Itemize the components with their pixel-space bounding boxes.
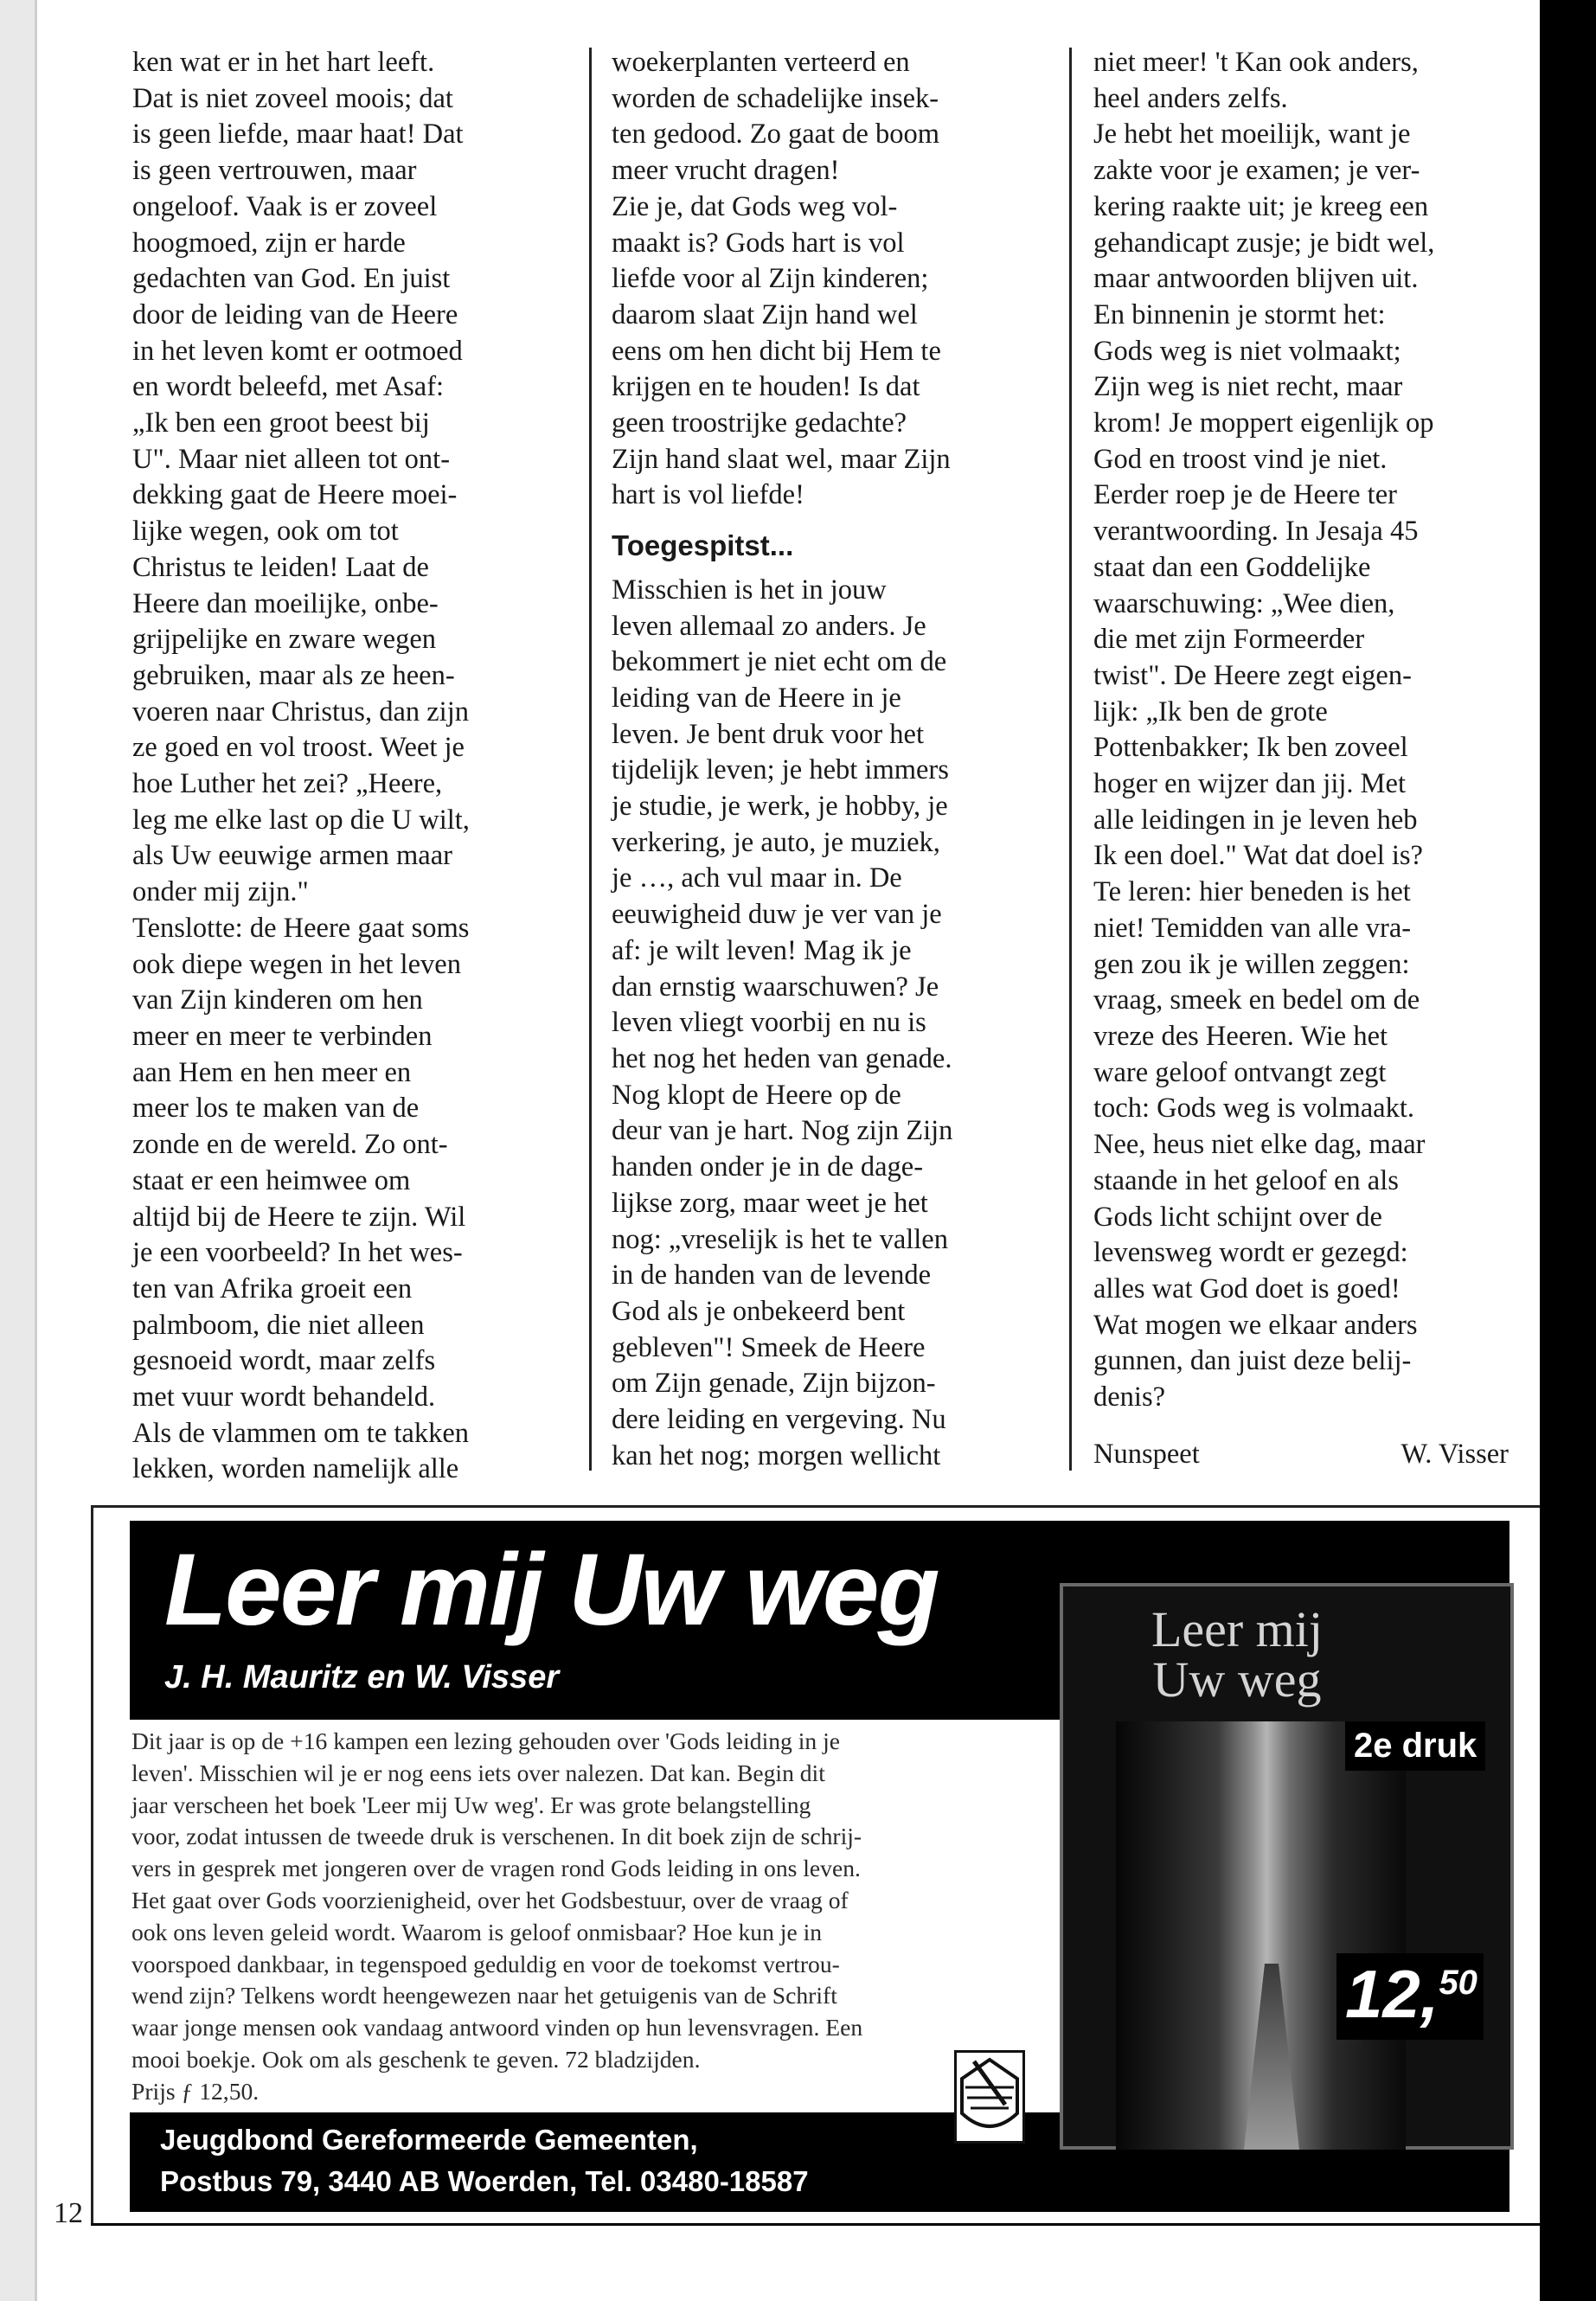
text-line: Heere dan moeilijke, onbe- <box>132 587 439 619</box>
text-line: het nog het heden van genade. <box>612 1042 952 1074</box>
text-line: handen onder je in de dage- <box>612 1151 924 1183</box>
text-line: die met zijn Formeerder <box>1093 624 1365 656</box>
text-line: en wordt beleefd, met Asaf: <box>132 371 445 403</box>
column-divider-1 <box>589 48 592 1471</box>
text-line: leven vliegt voorbij en nu is <box>612 1007 926 1039</box>
text-line: kan het nog; morgen wellicht <box>612 1439 941 1471</box>
ad-body-line: wend zijn? Telkens wordt heengewezen naar het getuigenis van de Schrift <box>131 1982 837 2009</box>
text-line: Pottenbakker; Ik ben zoveel <box>1093 732 1408 764</box>
text-line: leg me elke last op die U wilt, <box>132 804 470 836</box>
text-line: gesnoeid wordt, maar zelfs <box>132 1345 436 1377</box>
text-line: gen zou ik je willen zeggen: <box>1093 948 1410 980</box>
scan-edge-line <box>35 0 37 2301</box>
text-line: af: je wilt leven! Mag ik je <box>612 934 912 966</box>
text-line: Gods weg is niet volmaakt; <box>1093 335 1401 367</box>
text-line: Nog klopt de Heere op de <box>612 1079 901 1111</box>
text-line: waarschuwing: „Wee dien, <box>1093 587 1395 619</box>
text-line: dekking gaat de Heere moei- <box>132 479 458 511</box>
text-line: in het leven komt er ootmoed <box>132 335 463 367</box>
text-line: Ik een doel." Wat dat doel is? <box>1093 840 1423 872</box>
text-line: Nee, heus niet elke dag, maar <box>1093 1129 1426 1161</box>
text-line: kering raakte uit; je kreeg een <box>1093 190 1429 222</box>
text-line: ongeloof. Vaak is er zoveel <box>132 190 438 222</box>
ad-body-line: Het gaat over Gods voorzienigheid, over het Godsbestuur, over de vraag of <box>131 1886 849 1913</box>
ad-body-line: voor, zodat intussen de tweede druk is verschenen. In dit boek zijn de schrij- <box>131 1823 862 1850</box>
text-line: je …, ach vul maar in. De <box>612 862 902 894</box>
text-line: Je hebt het moeilijk, want je <box>1093 119 1411 151</box>
text-line: als Uw eeuwige armen maar <box>132 840 452 872</box>
price-cents: 50 <box>1439 1964 1477 2002</box>
book-cover-title <box>1073 1601 1401 1708</box>
text-line: hoe Luther het zei? „Heere, <box>132 768 443 800</box>
text-line: om Zijn genade, Zijn bijzon- <box>612 1368 936 1400</box>
text-line: ken wat er in het hart leeft. <box>132 47 435 78</box>
text-line: levensweg wordt er gezegd: <box>1093 1237 1408 1269</box>
article-column-1 <box>132 45 556 1488</box>
text-line: van Zijn kinderen om hen <box>132 984 423 1016</box>
ad-body-line: Prijs ƒ 12,50. <box>131 2077 260 2105</box>
text-line: leiding van de Heere in je <box>612 682 901 714</box>
text-line: zonde en de wereld. Zo ont- <box>132 1129 448 1161</box>
contact-line-1: Jeugdbond Gereformeerde Gemeenten, <box>160 2124 698 2156</box>
text-line: worden de schadelijke insek- <box>612 82 939 114</box>
text-line: verantwoording. In Jesaja 45 <box>1093 516 1419 548</box>
text-line: denis? <box>1093 1381 1166 1413</box>
ad-body-line: ook ons leven geleid wordt. Waarom is geloof onmisbaar? Hoe kun je in <box>131 1918 823 1945</box>
text-line: hart is vol liefde! <box>612 479 804 511</box>
signature-author: W. Visser <box>1401 1438 1509 1470</box>
text-line: Gods licht schijnt over de <box>1093 1201 1382 1233</box>
text-line: hoogmoed, zijn er harde <box>132 227 406 259</box>
ad-body-line: waar jonge mensen ook vandaag antwoord vinden op hun levensvragen. Een <box>131 2014 863 2041</box>
text-line: Zijn weg is niet recht, maar <box>1093 371 1403 403</box>
page-number: 12 <box>54 2197 83 2229</box>
text-line: leven allemaal zo anders. Je <box>612 610 926 642</box>
scan-edge-right <box>1540 0 1596 2301</box>
text-line: woekerplanten verteerd en <box>612 47 910 78</box>
text-line: vreze des Heeren. Wie het <box>1093 1020 1388 1052</box>
text-line: lijkse zorg, maar weet je het <box>612 1187 928 1219</box>
text-line: is geen vertrouwen, maar <box>132 155 417 187</box>
text-line: krijgen en te houden! Is dat <box>612 371 920 403</box>
text-line: Te leren: hier beneden is het <box>1093 876 1411 908</box>
article-column-3 <box>1093 45 1526 1472</box>
text-line: God en troost vind je niet. <box>1093 443 1388 475</box>
ad-body-line: vers in gesprek met jongeren over de vragen rond Gods leiding in ons leven. <box>131 1855 861 1882</box>
text-line: dan ernstig waarschuwen? Je <box>612 971 939 1003</box>
text-line: Zie je, dat Gods weg vol- <box>612 190 898 222</box>
ad-body-line: mooi boekje. Ook om als geschenk te geven. 72 bladzijden. <box>131 2045 701 2073</box>
text-line: meer vrucht dragen! <box>612 155 840 187</box>
text-line: geen troostrijke gedachte? <box>612 407 907 439</box>
text-line: ware geloof ontvangt zegt <box>1093 1056 1387 1088</box>
text-line: ten gedood. Zo gaat de boom <box>612 119 940 151</box>
text-line: gebleven"! Smeek de Heere <box>612 1331 926 1363</box>
text-line: vraag, smeek en bedel om de <box>1093 984 1420 1016</box>
text-line: bekommert je niet echt om de <box>612 646 947 678</box>
text-line: Als de vlammen om te takken <box>132 1417 470 1449</box>
text-line: zakte voor je examen; je ver- <box>1093 155 1420 187</box>
text-line: ze goed en vol troost. Weet je <box>132 732 465 764</box>
text-line: liefde voor al Zijn kinderen; <box>612 263 929 295</box>
text-line: je studie, je werk, je hobby, je <box>612 791 948 823</box>
text-line: tijdelijk leven; je hebt immers <box>612 754 949 786</box>
text-line: lekken, worden namelijk alle <box>132 1453 459 1485</box>
text-line: leven. Je bent druk voor het <box>612 718 925 750</box>
text-line: nog: „vreselijk is het te vallen <box>612 1223 948 1255</box>
text-line: lijk: „Ik ben de grote <box>1093 695 1328 727</box>
text-line: Eerder roep je de Heere ter <box>1093 479 1397 511</box>
text-line: niet! Temidden van alle vra- <box>1093 912 1412 944</box>
text-line: Zijn hand slaat wel, maar Zijn <box>612 443 951 475</box>
text-line: staande in het geloof en als <box>1093 1164 1399 1196</box>
text-line: meer en meer te verbinden <box>132 1020 433 1052</box>
signature-place: Nunspeet <box>1093 1438 1200 1470</box>
signature <box>1093 1437 1509 1473</box>
text-line: staat dan een Goddelijke <box>1093 551 1371 583</box>
text-line: staat er een heimwee om <box>132 1164 411 1196</box>
text-line: Misschien is het in jouw <box>612 574 887 606</box>
text-line: dere leiding en vergeving. Nu <box>612 1404 946 1436</box>
text-line: Wat mogen we elkaar anders <box>1093 1309 1418 1341</box>
scan-edge-left <box>0 0 35 2301</box>
article-column-2 <box>612 45 1040 1474</box>
price-main: 12, <box>1345 1956 1439 2032</box>
text-line: gebruiken, maar als ze heen- <box>132 659 455 691</box>
text-line: gehandicapt zusje; je bidt wel, <box>1093 227 1435 259</box>
text-line: in de handen van de levende <box>612 1259 932 1292</box>
text-line: grijpelijke en zware wegen <box>132 624 437 656</box>
text-line: eeuwigheid duw je ver van je <box>612 899 942 931</box>
text-line: toch: Gods weg is volmaakt. <box>1093 1093 1414 1125</box>
text-line: ook diepe wegen in het leven <box>132 948 461 980</box>
text-line: maar antwoorden blijven uit. <box>1093 263 1419 295</box>
ad-title: Leer mij Uw weg <box>164 1533 939 1647</box>
text-line: verkering, je auto, je muziek, <box>612 826 940 858</box>
text-line: lijke wegen, ook om tot <box>132 516 399 548</box>
publisher-logo <box>954 2050 1025 2144</box>
column-divider-2 <box>1069 48 1072 1471</box>
book-title-line-2: Uw weg <box>1152 1651 1322 1708</box>
text-line: niet meer! 't Kan ook anders, <box>1093 47 1419 78</box>
text-line: Dat is niet zoveel moois; dat <box>132 82 453 114</box>
text-line: alles wat God doet is goed! <box>1093 1272 1401 1304</box>
contact-line-2: Postbus 79, 3440 AB Woerden, Tel. 03480-18587 <box>160 2165 809 2197</box>
price-badge <box>1345 1955 1477 2034</box>
text-line: hoger en wijzer dan jij. Met <box>1093 768 1406 800</box>
ad-body <box>131 1726 1048 2108</box>
ad-body-line: voorspoed dankbaar, in tegenspoed geduldig en voor de toekomst vertrou- <box>131 1950 840 1977</box>
text-line: eens om hen dicht bij Hem te <box>612 335 941 367</box>
text-line: palmboom, die niet alleen <box>132 1309 425 1341</box>
ad-body-line: leven'. Misschien wil je er nog eens iets over nalezen. Dat kan. Begin dit <box>131 1759 825 1786</box>
text-line: En binnenin je stormt het: <box>1093 298 1386 330</box>
text-line: twist". De Heere zegt eigen- <box>1093 659 1412 691</box>
text-line: aan Hem en hen meer en <box>132 1056 412 1088</box>
text-line: je een voorbeeld? In het wes- <box>132 1237 463 1269</box>
book-title-line-1: Leer mij <box>1151 1601 1324 1657</box>
text-line: altijd bij de Heere te zijn. Wil <box>132 1201 466 1233</box>
text-line: gedachten van God. En juist <box>132 263 451 295</box>
text-line: onder mij zijn." <box>132 876 309 908</box>
text-line: met vuur wordt behandeld. <box>132 1381 436 1413</box>
text-line: meer los te maken van de <box>132 1093 420 1125</box>
ad-contact <box>160 2119 809 2202</box>
text-line: deur van je hart. Nog zijn Zijn <box>612 1115 953 1147</box>
text-line: Christus te leiden! Laat de <box>132 551 429 583</box>
text-line: alle leidingen in je leven heb <box>1093 804 1418 836</box>
text-line: daarom slaat Zijn hand wel <box>612 298 918 330</box>
text-line: voeren naar Christus, dan zijn <box>132 695 469 727</box>
text-line: Tenslotte: de Heere gaat soms <box>132 912 470 944</box>
section-heading: Toegespitst... <box>612 529 794 562</box>
text-line: maakt is? Gods hart is vol <box>612 227 905 259</box>
text-line: gunnen, dan juist deze belij- <box>1093 1345 1412 1377</box>
text-line: heel anders zelfs. <box>1093 82 1288 114</box>
text-line: „Ik ben een groot beest bij <box>132 407 430 439</box>
text-line: is geen liefde, maar haat! Dat <box>132 119 464 151</box>
ad-body-line: jaar verscheen het boek 'Leer mij Uw weg'. Er was grote belangstelling <box>131 1791 811 1818</box>
bottom-rule <box>91 2223 1540 2226</box>
text-line: ten van Afrika groeit een <box>132 1272 413 1304</box>
text-line: God als je onbekeerd bent <box>612 1295 906 1327</box>
text-line: U". Maar niet alleen tot ont- <box>132 443 451 475</box>
ad-authors: J. H. Mauritz en W. Visser <box>164 1659 560 1695</box>
text-line: door de leiding van de Heere <box>132 298 458 330</box>
text-line: krom! Je moppert eigenlijk op <box>1093 407 1434 439</box>
edition-badge: 2e druk <box>1345 1721 1485 1771</box>
ad-body-line: Dit jaar is op de +16 kampen een lezing gehouden over 'Gods leiding in je <box>131 1727 841 1754</box>
